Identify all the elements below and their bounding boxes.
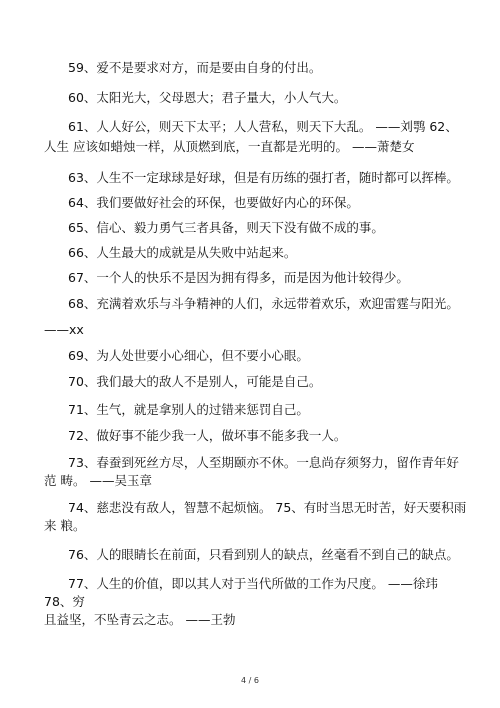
quote-line: 且益坚，不坠青云之志。 ——王勃 xyxy=(44,612,236,627)
quote-68-author xyxy=(44,320,468,340)
quote-78 xyxy=(44,592,468,612)
quote-line: 65、信心、毅力勇气三者具备，则天下没有做不成的事。 xyxy=(68,220,384,235)
quote-line: 61、人人好公，则天下太平；人人营私，则天下大乱。 ——刘鹗 62、 xyxy=(68,119,458,134)
quote-60 xyxy=(68,88,468,108)
quote-line: 74、慈悲没有敌人，智慧不起烦恼。 75、有时当思无时苦，好天要积雨 xyxy=(68,500,467,515)
quote-line: 69、为人处世要小心细心，但不要小心眼。 xyxy=(68,348,309,363)
quote-line: 73、春蚕到死丝方尽，人至期颐亦不休。一息尚存须努力，留作青年好 xyxy=(68,455,459,470)
quote-line: 72、做好事不能少我一人，做坏事不能多我一人。 xyxy=(68,428,347,443)
quote-78-continued xyxy=(44,610,468,630)
quote-line: 77、人生的价值，即以其人对于当代所做的工作为尺度。 ——徐玮 xyxy=(68,576,438,591)
quote-line: 60、太阳光大，父母恩大；君子量大，小人气大。 xyxy=(68,90,347,105)
quote-73-continued xyxy=(44,471,468,491)
quote-line: 70、我们最大的敌人不是别人，可能是自己。 xyxy=(68,374,322,389)
quote-63 xyxy=(68,168,468,188)
quote-62-continued xyxy=(44,137,468,157)
quote-68 xyxy=(68,294,468,314)
quote-77 xyxy=(68,574,468,594)
quote-line: 59、爱不是要求对方，而是要由自身的付出。 xyxy=(68,60,322,75)
quote-line: 71、生气，就是拿别人的过错来惩罚自己。 xyxy=(68,402,309,417)
quote-66 xyxy=(68,243,468,263)
quote-70 xyxy=(68,372,468,392)
quote-67 xyxy=(68,268,468,288)
quote-75-continued xyxy=(44,516,468,536)
quote-61-62 xyxy=(68,117,468,137)
quote-line: ——xx xyxy=(44,322,84,337)
quote-69 xyxy=(68,346,468,366)
page-number: 4 / 6 xyxy=(241,676,259,685)
quote-64 xyxy=(68,193,468,213)
quote-line: 64、我们要做好社会的环保，也要做好内心的环保。 xyxy=(68,195,359,210)
quote-line: 78、穷 xyxy=(44,594,85,609)
quote-73 xyxy=(68,453,468,473)
quote-65 xyxy=(68,218,468,238)
quote-59 xyxy=(68,58,468,78)
quote-72 xyxy=(68,426,468,446)
quote-line: 来 粮。 xyxy=(44,518,86,533)
quote-line: 63、人生不一定球球是好球，但是有历练的强打者，随时都可以挥棒。 xyxy=(68,170,459,185)
quote-76 xyxy=(68,545,468,565)
quote-line: 人生 应该如蜡烛一样，从顶燃到底，一直都是光明的。 ——萧楚女 xyxy=(44,139,415,154)
quote-71 xyxy=(68,400,468,420)
quote-line: 66、人生最大的成就是从失败中站起来。 xyxy=(68,245,297,260)
quote-line: 68、充满着欢乐与斗争精神的人们，永远带着欢乐，欢迎雷霆与阳光。 xyxy=(68,296,459,311)
quote-line: 范 畴。 ——吴玉章 xyxy=(44,473,152,488)
quote-74-75 xyxy=(68,498,468,518)
quote-line: 67、一个人的快乐不是因为拥有得多，而是因为他计较得少。 xyxy=(68,270,409,285)
quote-line: 76、人的眼睛长在前面，只看到别人的缺点，丝毫看不到自己的缺点。 xyxy=(68,547,459,562)
